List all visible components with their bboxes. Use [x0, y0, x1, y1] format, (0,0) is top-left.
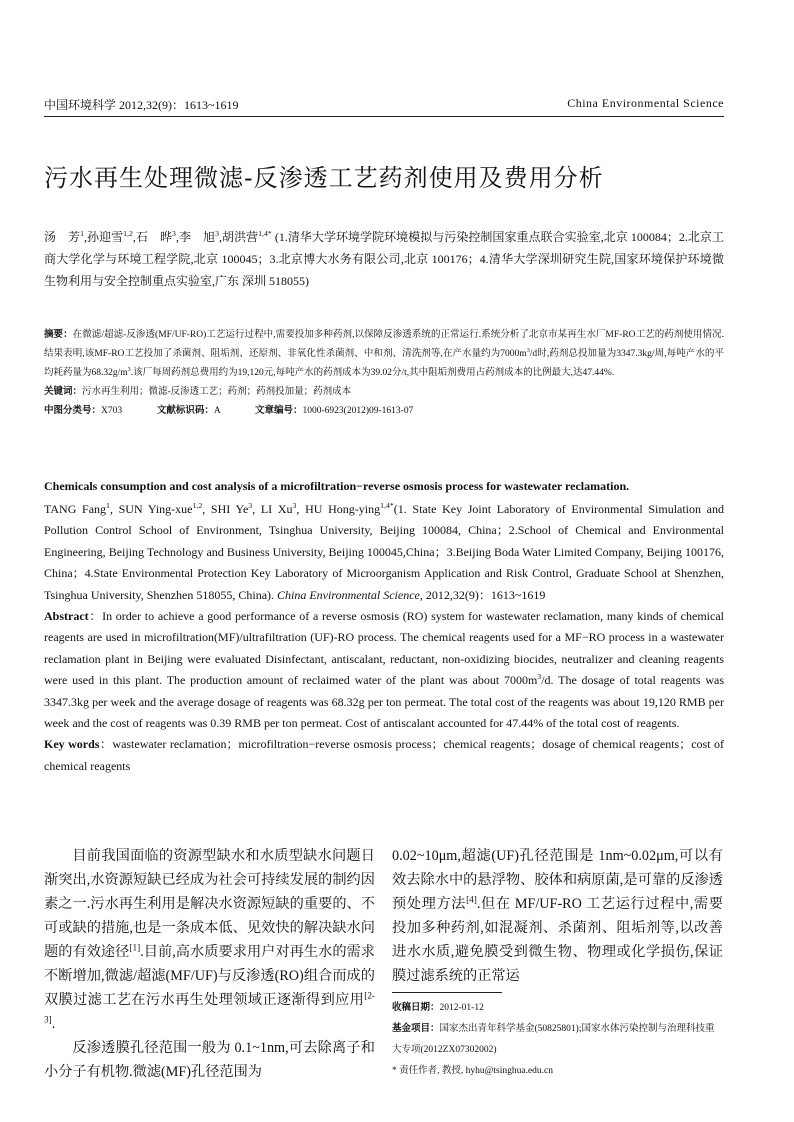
clc-label: 中图分类号：: [44, 406, 102, 416]
corresponding-author: * 责任作者, 教授, hyhu@tsinghua.edu.cn: [392, 1066, 553, 1076]
author-list: [44, 226, 724, 292]
english-abstract-block: [44, 499, 724, 777]
body-text: 反渗透膜孔径范围一般为 0.1~1nm,可去除离子和小分子有机物.微滤(MF)孔径范围为: [44, 1040, 375, 1080]
author-name: ,孙迎雪: [84, 230, 124, 244]
citation-ref: [2-3]: [44, 990, 375, 1025]
en-author-sup: 3: [292, 501, 297, 510]
en-citation: , 2012,32(9)：1613~1619: [419, 587, 546, 602]
abstract-sup: 3: [127, 366, 131, 373]
en-keywords: ：wastewater reclamation；microfiltration−reverse osmosis process；chemical reagents；dosage of chemical reagents；cost of chemical reagents: [44, 737, 724, 773]
received-label: 收稿日期：: [392, 1003, 440, 1013]
keywords: 污水再生利用；微滤-反渗透工艺；药剂；药剂投加量；药剂成本: [82, 387, 352, 397]
running-header: [44, 92, 724, 114]
body-text: .目前,高水质要求用户对再生水的需求不断增加,微滤/超滤(MF/UF)与反渗透(RO)组合而成的双膜过滤工艺在污水再生处理领域正逐渐得到应用: [44, 944, 375, 1008]
en-author-sup: 1,2: [192, 501, 203, 510]
funding-label: 基金项目：: [392, 1024, 440, 1034]
body-paragraph: [392, 844, 723, 988]
en-journal-name: China Environmental Science: [277, 587, 420, 602]
page-title: 污水再生处理微滤-反渗透工艺药剂使用及费用分析: [44, 164, 604, 192]
en-author: , SUN Ying-xue: [109, 502, 193, 516]
citation-ref: [1]: [129, 942, 141, 953]
author-name: ,李 旭: [175, 230, 216, 244]
body-text: 目前我国面临的资源型缺水和水质型缺水问题日渐突出,水资源短缺已经成为社会可持续发展的制约因素之一.污水再生利用是解决水资源短缺的重要的、不可或缺的措施,也是一条成本低、见效快的解决缺水问题的有效途径: [44, 848, 375, 960]
abstract-text: 在微滤/超滤-反渗透(MF/UF-RO)工艺运行过程中,需要投加多种药剂,以保障反渗透系统的正常运行.系统分析了北京市某再生水厂MF-RO工艺的药剂使用情况.结果表明,该MF-RO工艺投加了杀菌剂、阻垢剂、还原剂、非氧化性杀菌剂、中和剂、清洗剂等,在产水量约为7000m: [44, 330, 724, 359]
author-sup: 3: [172, 229, 176, 238]
keywords-label: 关键词：: [44, 387, 83, 397]
english-title: Chemicals consumption and cost analysis of a microfiltration−reverse osmosis process for wastewater reclamation.: [44, 479, 630, 493]
body-text: 0.02~10μm,超滤(UF)孔径范围是 1nm~0.02μm,可以有效去除水中的悬浮物、胶体和病原菌,是可靠的反渗透预处理方法: [392, 848, 723, 912]
en-abstract-text: ：In order to achieve a good performance of a reverse osmosis (RO) system for wastewater reclamation, many kinds of chemical reagents are used in microfiltration(MF)/ultrafiltration (UF)-RO process. The chemical reagents used for a MF−RO process in a wastewater reclamation plant in Beijing were evaluated Disinfectant, antiscalant, reductant, non-oxidizing biocides, neutralizer and cleaning reagents were used in this plant. The production amount of reclaimed water of the plant was about 7000m: [44, 609, 724, 688]
journal-name-header: China Environmental Science: [567, 96, 724, 110]
author-name: 汤 芳: [44, 230, 81, 244]
abstract-label: 摘要：: [44, 330, 73, 340]
en-author: , HU Hong-ying: [296, 502, 381, 516]
en-abstract-label: Abstract: [44, 609, 89, 624]
doc-code-label: 文献标识码：: [156, 406, 214, 416]
abstract-sup: 3: [526, 347, 530, 354]
affiliations: (1.清华大学环境学院环境模拟与污染控制国家重点联合实验室,北京 100084；2.北京工商大学化学与环境工程学院,北京 100045；3.北京博大水务有限公司,北京 100176；4.清华大学深圳研究生院,国家环境保护环境微生物利用与安全控制重点实验室,广东 深圳 518055): [44, 230, 724, 288]
en-abstract-text: /d. The dosage of total reagents was 3347.3kg per week and the average dosage of reagents was 68.32g per ton permeat. The total cost of the reagents was about 19,120 RMB per week and the cost of reagents was 0.39 RMB per ton permeat. Cost of antiscalant accounted for 47.44% of the total cost of reagents.: [44, 673, 725, 731]
author-sup: 1,4*: [258, 229, 272, 238]
received-date: 2012-01-12: [439, 1003, 484, 1013]
en-keywords-label: Key words: [44, 737, 100, 752]
en-affiliations: (1. State Key Joint Laboratory of Environmental Simulation and Pollution Control School of Environment, Tsinghua University, Beijing 100084, China；2.School of Chemical and Environmental Engineering, Beijing Technology and Business University, Beijing 100045,China；3.Beijing Boda Water Limited Company, Beijing 100176, China；4.State Environmental Protection Key Laboratory of Microorganism Application and Risk Control, Graduate School at Shenzhen, Tsinghua University, Shenzhen 518055, China).: [44, 502, 725, 602]
en-author: , LI Xu: [252, 502, 293, 516]
en-author: TANG Fang: [44, 502, 107, 516]
journal-citation-header: 中国环境科学 2012,32(9)：1613~1619: [44, 98, 239, 112]
clc-number: X703: [101, 406, 123, 416]
body-text: .: [51, 1016, 56, 1032]
abstract-text: /d时,药剂总投加量为3347.3kg/周,每吨产水的平均耗药量为68.32g/m: [44, 349, 725, 378]
article-number: 1000-6923(2012)09-1613-07: [302, 406, 414, 416]
author-name: ,胡洪营: [219, 230, 259, 244]
body-paragraph: [44, 844, 375, 1036]
en-author-sup: 1: [106, 501, 110, 510]
footnote-rule: [392, 992, 502, 993]
body-column-right: [392, 844, 723, 988]
en-author: , SHI Ye: [202, 502, 249, 516]
author-name: ,石 晔: [132, 230, 173, 244]
en-abstract-sup: 3: [537, 672, 542, 682]
citation-ref: [4]: [466, 894, 477, 905]
funding-text: 国家杰出青年科学基金(50825801);国家水体污染控制与治理科技重大专项(2012ZX07302002): [392, 1024, 715, 1055]
abstract-text: .该厂每周药剂总费用约为19,120元,每吨产水的药剂成本为39.02分/t,其中阻垢剂费用占药剂成本的比例最大,达47.44%.: [130, 368, 615, 378]
article-number-label: 文章编号：: [255, 406, 303, 416]
body-paragraph: [44, 1036, 375, 1084]
en-author-sup: 1,4*: [380, 501, 394, 510]
abstract-cn: [44, 326, 724, 421]
body-text: .但在 MF/UF-RO 工艺运行过程中,需要投加多种药剂,如混凝剂、杀菌剂、阻垢剂等,以改善进水水质,避免膜受到微生物、物理或化学损伤,保证膜过滤系统的正常运: [392, 896, 723, 984]
en-author-sup: 3: [248, 501, 253, 510]
author-sup: 1,2: [123, 229, 133, 238]
author-sup: 3: [215, 229, 219, 238]
footnotes: [392, 998, 723, 1082]
body-column-left: [44, 844, 375, 1084]
author-sup: 1: [80, 229, 85, 238]
header-rule: [44, 116, 724, 117]
doc-code: A: [213, 406, 221, 416]
